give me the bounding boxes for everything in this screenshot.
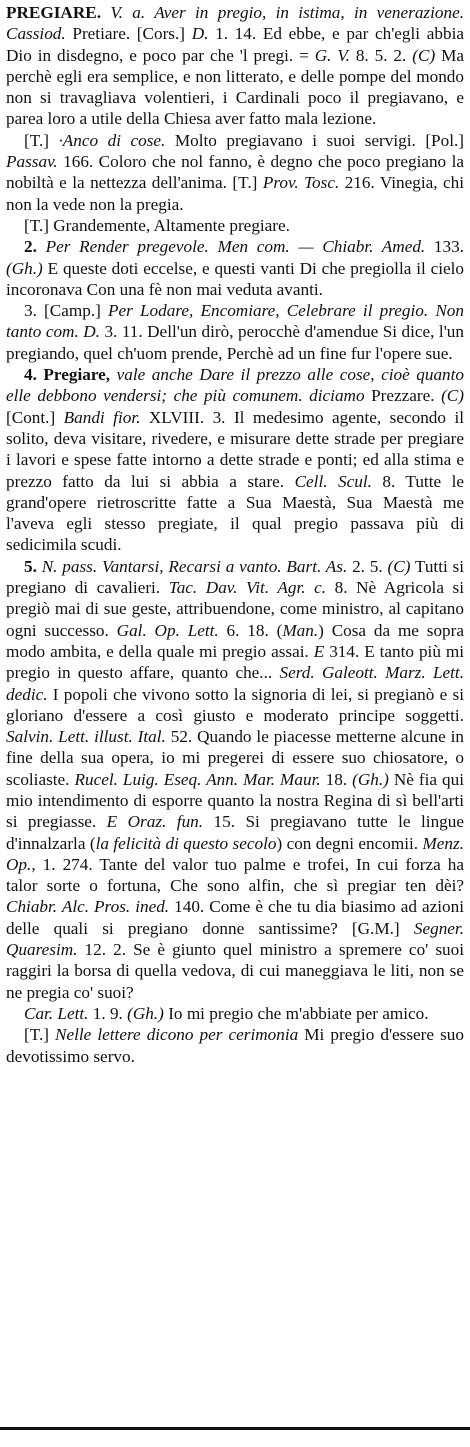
entry-paragraph-1 [6,2,464,130]
text-run: D. [191,24,209,44]
text-run: Cell. Scul. [294,471,372,491]
text-run: 314. E tanto più mi pregio in questo affare, quanto che... [6,641,464,683]
text-run: 166. Coloro che nol fanno, è degno che poco pregiano la nobiltà e la nettezza dell'anima. [T.] [6,152,464,193]
text-run: 2. 5. [347,556,388,576]
bottom-rule [0,1427,470,1430]
entry-paragraph-8 [6,1003,464,1024]
text-run: 15. Si pregiavano tutte le lingue d'innalzarla ( [6,812,464,853]
text-run: [T.] Grandemente, Altamente pregiare. [24,215,290,235]
text-run: V. a. Aver in pregio, in istima, in venerazione. Cassiod. [6,3,465,44]
entry-paragraph-4 [6,236,464,300]
text-run: vale anche Dare il prezzo alle cose, cioè quanto elle debbono vendersi; che più comunem. diciamo [6,365,464,406]
text-run: Man. [282,620,319,640]
entry-paragraph-3 [6,215,464,236]
text-run: [Cont.] [6,407,64,427]
text-run: 5. [24,556,42,576]
text-run: G. V. [314,45,350,65]
text-run: Bandi fior. [63,407,141,427]
text-run: Passav. [6,152,58,172]
text-run: Prezzare. [364,386,442,406]
text-run: Chiabr. Alc. Pros. ined. [6,897,170,917]
text-run: (Gh.) [352,769,389,789]
text-run: Tac. Dav. Vit. Agr. c. [168,578,327,598]
text-run: (C) [441,386,464,406]
text-run: Molto pregiavano i suoi servigi. [Pol.] [165,130,464,150]
text-run: 2. [24,237,46,257]
entry-paragraph-7 [6,556,464,1003]
text-run: Salvin. Lett. illust. Ital. [6,727,166,747]
text-run: 140. Come è che tu dia biasimo ad azioni delle quali si pregiano donne santissime? [G.M.] [6,897,465,938]
text-run: Serd. Galeott. Marz. Lett. dedic. [6,663,464,704]
text-run: E [313,641,325,661]
text-run: PREGIARE. [6,3,102,22]
text-run: 216. Vinegia, chi non la vede non la pregia. [6,173,465,214]
text-run: 12. 2. Se è giunto quel ministro a spremere co' suoi raggiri la borsa di quella vedova, di cui maneggiava le liti, non se ne pregia co' suoi? [6,940,464,1002]
text-run: 133. [425,237,464,257]
text-run: Io mi pregio che m'abbiate per amico. [163,1003,429,1023]
text-run: Prov. Tosc. [262,173,340,193]
text-run: 52. Quando le piacesse metterne alcune in fine della sua opera, io mi pregerei di essere suo chiosatore, o scoliaste. [6,727,465,789]
text-run: Per Render pregevole. Men com. — Chiabr. Amed. [45,237,426,257]
text-run: E Oraz. fun. [106,812,204,832]
text-run: 4. Pregiare, [24,365,111,385]
text-run: 6. 18. ( [218,620,283,640]
text-run: Menz. Op. [6,833,464,874]
text-run: [T.] [24,1025,56,1045]
entry-paragraph-5 [6,300,464,364]
text-run: (Gh.) [6,258,43,278]
text-run [101,3,110,22]
text-run: , 1. 274. Tante del valor tuo palme e trofei, In cui forza ha talor sorte o fortuna, Che sono alfin, che sì pregiar ten dèi? [6,854,464,896]
text-run: Rucel. Luig. Eseq. Ann. Mar. Maur. [74,769,321,789]
text-run: 8. Tutte le grand'opere rietroscritte fatte a Sua Maestà, Sua Maestà me l'aveva egli stesso pregiate, il qual pregio passava più di sedicimila scudi. [6,471,464,555]
dictionary-entry [6,2,464,1067]
entry-paragraph-9 [6,1024,464,1067]
text-run: ) Cosa da me sopra modo ambita, e della quale mi pregio assai. [6,620,464,661]
text-run: 8. 5. 2. [349,45,413,65]
text-run: Pretiare. [Cors.] [65,24,192,44]
text-run: 3. [Camp.] [24,301,109,321]
text-run: Car. Lett. [24,1003,89,1023]
text-run: (C) [387,556,411,576]
text-run: ) con degni encomii. [276,833,423,853]
text-run: la felicità di questo secolo [95,833,277,853]
text-run: Tutti si pregiano di cavalieri. [6,556,465,598]
text-run: I popoli che vivono sotto la signoria di lei, si pregianò e si gloriano d'essere a così giusto e moderato principe soggetti. [6,684,464,725]
text-run: N. pass. Vantarsi, Recarsi a vanto. Bart. As. [41,556,348,576]
text-run: E queste doti eccelse, e questi vanti Di che pregiolla il cielo incoronava Con una fè non mai veduta avanti. [6,258,464,299]
text-run: Per Lodare, Encomiare, Celebrare il pregio. Non tanto com. D. [6,301,464,342]
text-run: Gal. Op. Lett. [116,620,219,640]
text-run: 3. 11. Dell'un dirò, perocchè d'amendue Si dice, l'un pregiando, quel ch'uom prende, Perchè ad un fine fur l'opere sue. [6,322,464,363]
text-run: 8. Nè Agricola si pregiò mai di sue geste, attribuendone, come ministro, al capitano ogni successo. [6,578,464,640]
text-run: Nè fia qui mio intendimento di esporre quanto la nostra Regina di sì bell'arti si pregiasse. [6,769,465,832]
entry-paragraph-6 [6,364,464,556]
text-run: (Gh.) [127,1003,164,1023]
text-run: [T.] [24,130,59,150]
text-run: ·Anco di cose. [58,130,166,150]
text-run: 1. 14. Ed ebbe, e par ch'egli abbia Dio in disdegno, e poco par che 'l pregi. = [6,24,464,65]
text-run: (C) [412,45,436,65]
text-run: Ma perchè egli era semplice, e non litterato, e delle pompe del mondo non si travagliava volentieri, i Cardinali poco il pregiavano, e parea loro a utile della Chiesa aver fatto mala lezione. [6,45,464,129]
text-run: Mi pregio d'essere suo devotissimo servo. [6,1025,464,1066]
text-run: 18. [320,769,353,789]
entry-paragraph-2 [6,130,464,215]
text-run: Nelle lettere dicono per cerimonia [55,1025,299,1045]
text-run: XLVIII. 3. Il medesimo agente, secondo il solito, deva visitare, rivedere, e misurare dette strade per pregiare i lavori e spese fatte intorno a dette strade e ponti; ed alla stima e prezzo fatto da lui si abbia a stare. [6,407,465,491]
text-run: 1. 9. [88,1003,128,1023]
text-run: Segner. Quaresim. [6,918,464,960]
